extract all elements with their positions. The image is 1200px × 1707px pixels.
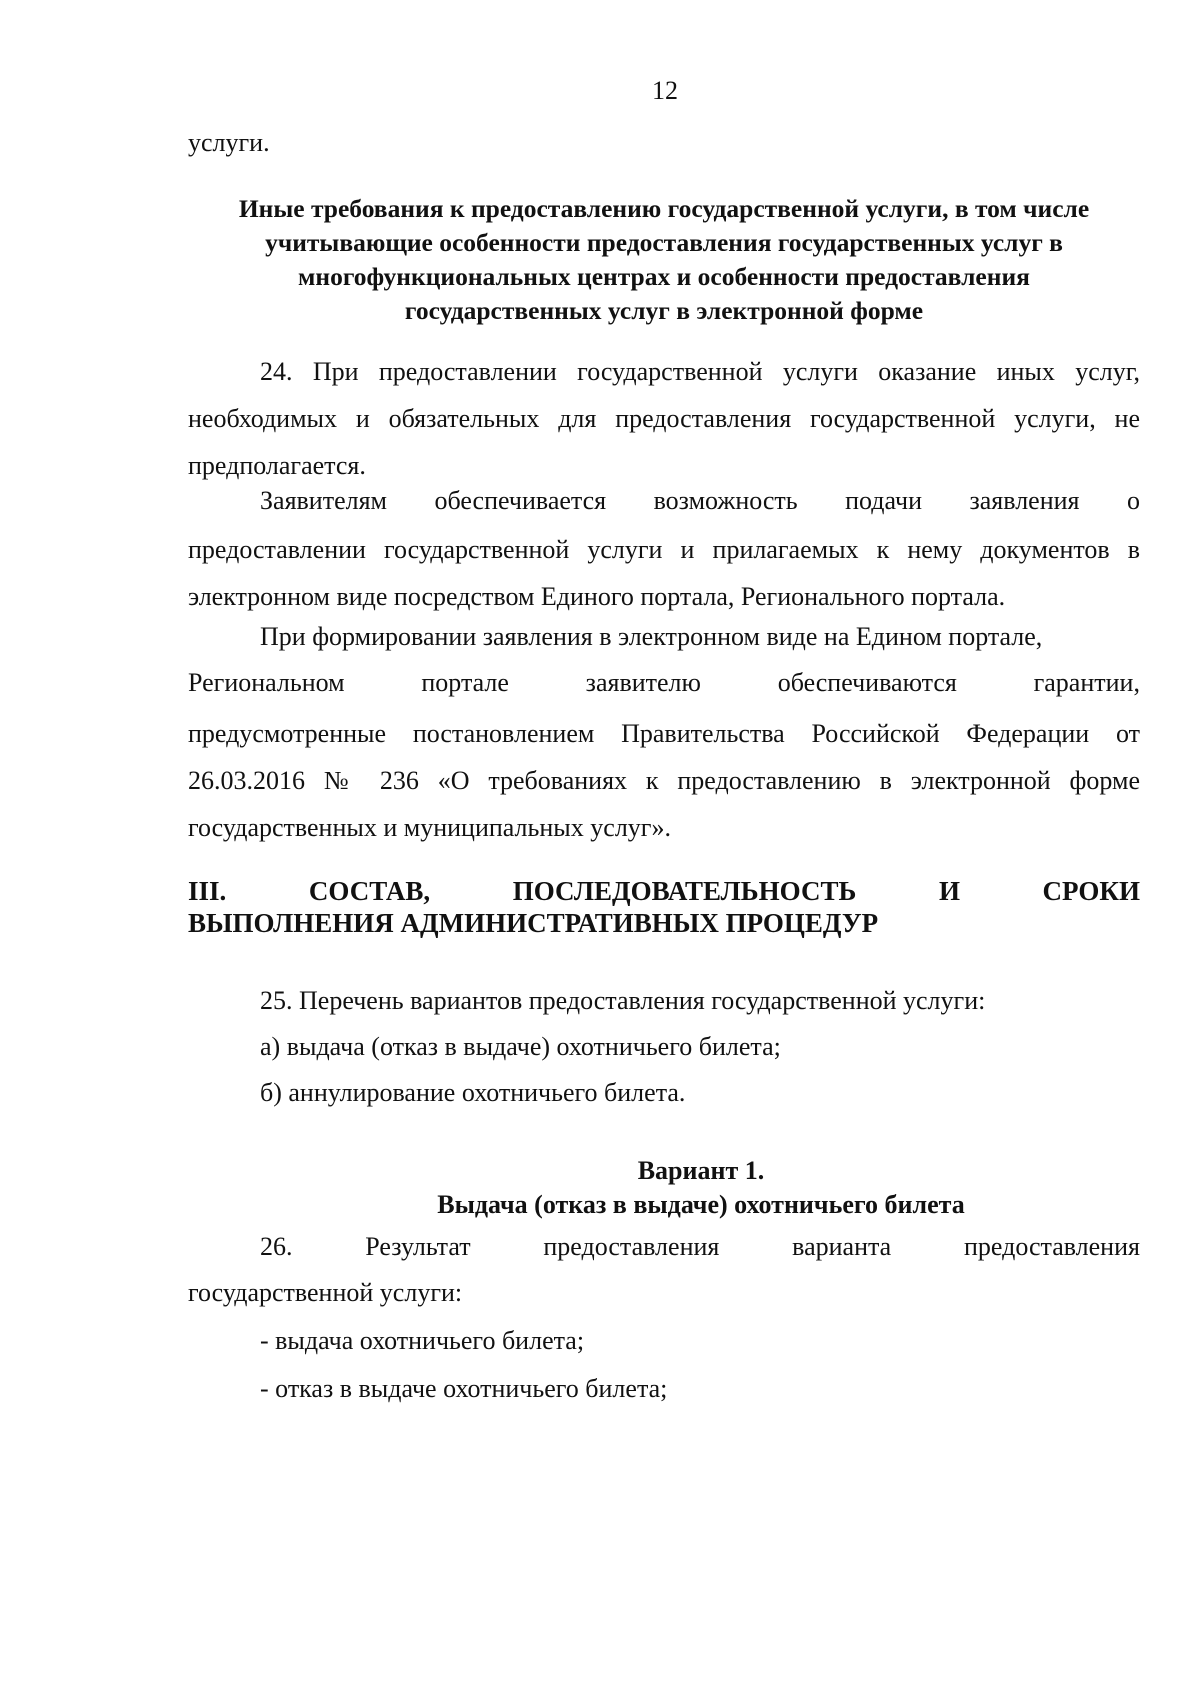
paragraph-26-first-line (260, 1232, 1140, 1262)
paragraph-26-item-1: - выдача охотничьего билета; (260, 1326, 585, 1355)
paragraph-applicants-first-line (260, 486, 1140, 516)
word: 26. (260, 1232, 293, 1261)
heading-line: учитывающие особенности предоставления государственных услуг в (265, 228, 1063, 257)
page-number: 12 (652, 76, 678, 105)
section-3-heading-line-2: ВЫПОЛНЕНИЯ АДМИНИСТРАТИВНЫХ ПРОЦЕДУР (188, 908, 879, 938)
word: ПОСЛЕДОВАТЕЛЬНОСТЬ (512, 876, 857, 906)
heading-line: государственных услуг в электронной форме (404, 296, 924, 325)
word: подачи (845, 486, 923, 515)
word: СОСТАВ, (308, 876, 431, 906)
paragraph-forming-rest: предусмотренные постановлением Правительства Российской Федерации от 26.03.2016 № 236 «О требованиях к предоставлению в электронной форме государственных и муниципальных услуг». (188, 719, 1140, 842)
heading-line: многофункциональных центрах и особенности предоставления (298, 262, 1030, 291)
word: СРОКИ (1042, 876, 1140, 906)
word: варианта (792, 1232, 892, 1261)
word: гарантии, (1033, 668, 1140, 697)
word: Региональном (188, 668, 345, 697)
word: И (938, 876, 960, 906)
word: предоставления (543, 1232, 720, 1261)
variant-1-subtitle: Выдача (отказ в выдаче) охотничьего билета (437, 1190, 965, 1219)
word: заявителю (585, 668, 701, 697)
variant-1-title: Вариант 1. (637, 1156, 765, 1185)
section-3-heading-line-1 (188, 876, 1140, 907)
word: Результат (365, 1232, 471, 1261)
list-25-item-b: б) аннулирование охотничьего билета. (260, 1078, 686, 1107)
paragraph-applicants-rest: предоставлении государственной услуги и прилагаемых к нему документов в электронном виде посредством Единого портала, Регионального портала. (188, 535, 1140, 611)
word: предоставления (963, 1232, 1140, 1261)
paragraph-24 (188, 348, 1140, 489)
word: III. (188, 876, 227, 906)
list-25-item-a: а) выдача (отказ в выдаче) охотничьего билета; (260, 1032, 781, 1061)
paragraph-24-text: 24. При предоставлении государственной услуги оказание иных услуг, необходимых и обязательных для предоставления государственной услуги, не предполагается. (188, 357, 1140, 480)
paragraph-forming-second-line (188, 668, 1140, 698)
paragraph-forming-first-line: При формировании заявления в электронном виде на Едином портале, (260, 622, 1043, 651)
word: заявления (969, 486, 1080, 515)
list-25-intro: 25. Перечень вариантов предоставления государственной услуги: (260, 986, 986, 1015)
section-heading (188, 192, 1140, 328)
word: обеспечивается (434, 486, 607, 515)
paragraph-26-continuation: государственной услуги: (188, 1278, 463, 1307)
word: обеспечиваются (777, 668, 957, 697)
heading-line: Иные требования к предоставлению государственной услуги, в том числе (238, 194, 1090, 223)
paragraph-26-item-2: - отказ в выдаче охотничьего билета; (260, 1374, 668, 1403)
word: возможность (653, 486, 798, 515)
word: портале (421, 668, 509, 697)
word: о (1126, 486, 1140, 515)
word: Заявителям (260, 486, 388, 515)
continuation-text: услуги. (188, 128, 270, 157)
